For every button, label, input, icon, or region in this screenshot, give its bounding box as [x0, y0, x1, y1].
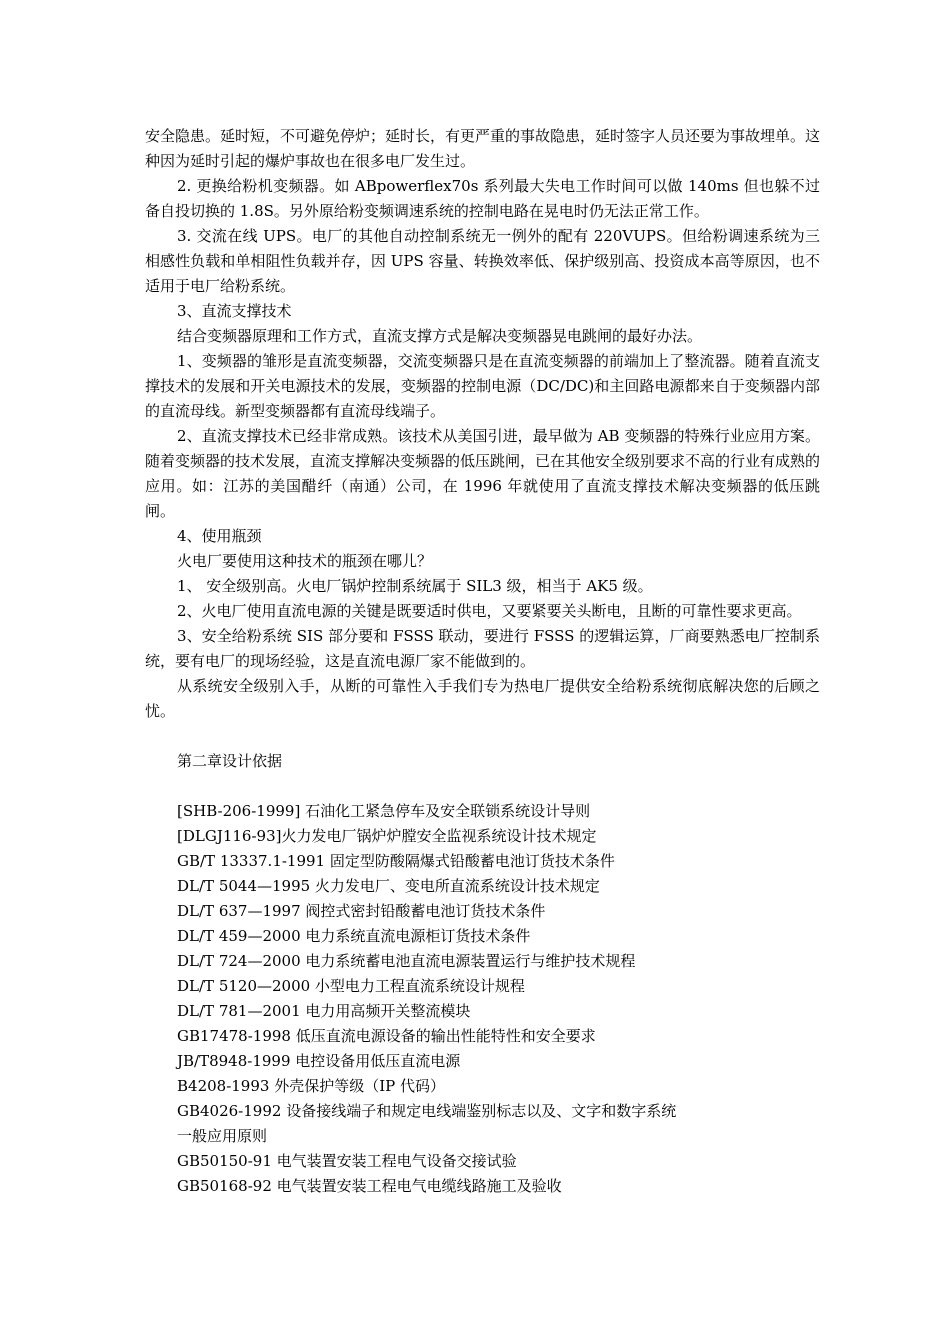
section-heading: 4、使用瓶颈 — [177, 527, 262, 545]
paragraph: 2、火电厂使用直流电源的关键是既要适时供电，又要紧要关头断电，且断的可靠性要求更高。 — [177, 602, 802, 620]
paragraph: 1、变频器的雏形是直流变频器，交流变频器只是在直流变频器的前端加上了整流器。随着直流支撑技术的发展和开关电源技术的发展，变频器的控制电源（DC/DC)和主回路电源都来自于变频器内部的直流母线。新型变频器都有直流母线端子。 — [145, 352, 820, 420]
paragraph: 3、安全给粉系统 SIS 部分要和 FSSS 联动，要进行 FSSS 的逻辑运算，厂商要熟悉电厂控制系统，要有电厂的现场经验，这是直流电源厂家不能做到的。 — [145, 627, 820, 670]
list-item: [SHB-206-1999] 石油化工紧急停车及安全联锁系统设计导则 — [177, 802, 591, 820]
paragraph: 1、 安全级别高。火电厂锅炉控制系统属于 SIL3 级，相当于 AK5 级。 — [177, 577, 653, 595]
list-item: DL/T 724—2000 电力系统蓄电池直流电源装置运行与维护技术规程 — [177, 952, 636, 970]
paragraph: 3. 交流在线 UPS。电厂的其他自动控制系统无一例外的配有 220VUPS。但给粉调速系统为三相感性负载和单相阻性负载并存，因 UPS 容量、转换效率低、保护级别高、投资成本高等原因，也不适用于电厂给粉系统。 — [145, 227, 820, 295]
reference-list — [145, 799, 820, 1199]
paragraph: 结合变频器原理和工作方式，直流支撑方式是解决变频器晃电跳闸的最好办法。 — [177, 327, 703, 345]
list-item: DL/T 5044—1995 火力发电厂、变电所直流系统设计技术规定 — [177, 877, 600, 895]
spacer — [145, 774, 820, 799]
list-item: DL/T 637—1997 阀控式密封铅酸蓄电池订货技术条件 — [177, 902, 546, 920]
spacer — [145, 724, 820, 749]
paragraph: 2、直流支撑技术已经非常成熟。该技术从美国引进，最早做为 AB 变频器的特殊行业应用方案。随着变频器的技术发展，直流支撑解决变频器的低压跳闸，已在其他安全级别要求不高的行业有成熟的应用。如：江苏的美国醋纤（南通）公司，在 1996 年就使用了直流支撑技术解决变频器的低压跳闸。 — [145, 427, 821, 520]
paragraph: 安全隐患。延时短，不可避免停炉；延时长，有更严重的事故隐患，延时签字人员还要为事故埋单。这种因为延时引起的爆炉事故也在很多电厂发生过。 — [145, 127, 821, 170]
list-item: 一般应用原则 — [177, 1127, 268, 1145]
list-item: GB50168-92 电气装置安装工程电气电缆线路施工及验收 — [177, 1177, 562, 1195]
list-item: DL/T 781—2001 电力用高频开关整流模块 — [177, 1002, 471, 1020]
chapter-title: 第二章设计依据 — [177, 752, 283, 770]
list-item: GB4026-1992 设备接线端子和规定电线端鉴别标志以及、文字和数字系统 — [177, 1102, 677, 1120]
list-item: GB/T 13337.1-1991 固定型防酸隔爆式铅酸蓄电池订货技术条件 — [177, 852, 615, 870]
paragraph: 火电厂要使用这种技术的瓶颈在哪儿？ — [177, 552, 433, 570]
list-item: GB50150-91 电气装置安装工程电气设备交接试验 — [177, 1152, 517, 1170]
paragraph: 2. 更换给粉机变频器。如 ABpowerflex70s 系列最大失电工作时间可以做 140ms 但也躲不过备自投切换的 1.8S。另外原给粉变频调速系统的控制电路在晃电时仍无法正常工作。 — [145, 177, 820, 220]
body-text — [145, 124, 820, 724]
list-item: [DLGJ116-93]火力发电厂锅炉炉膛安全监视系统设计技术规定 — [177, 827, 597, 845]
section-heading: 3、直流支撑技术 — [177, 302, 292, 320]
list-item: GB17478-1998 低压直流电源设备的输出性能特性和安全要求 — [177, 1027, 596, 1045]
paragraph: 从系统安全级别入手，从断的可靠性入手我们专为热电厂提供安全给粉系统彻底解决您的后顾之忧。 — [145, 677, 820, 720]
list-item: JB/T8948-1999 电控设备用低压直流电源 — [177, 1052, 461, 1070]
document-page — [145, 124, 820, 1199]
list-item: DL/T 5120—2000 小型电力工程直流系统设计规程 — [177, 977, 525, 995]
list-item: B4208-1993 外壳保护等级（IP 代码） — [177, 1077, 445, 1095]
list-item: DL/T 459—2000 电力系统直流电源柜订货技术条件 — [177, 927, 531, 945]
